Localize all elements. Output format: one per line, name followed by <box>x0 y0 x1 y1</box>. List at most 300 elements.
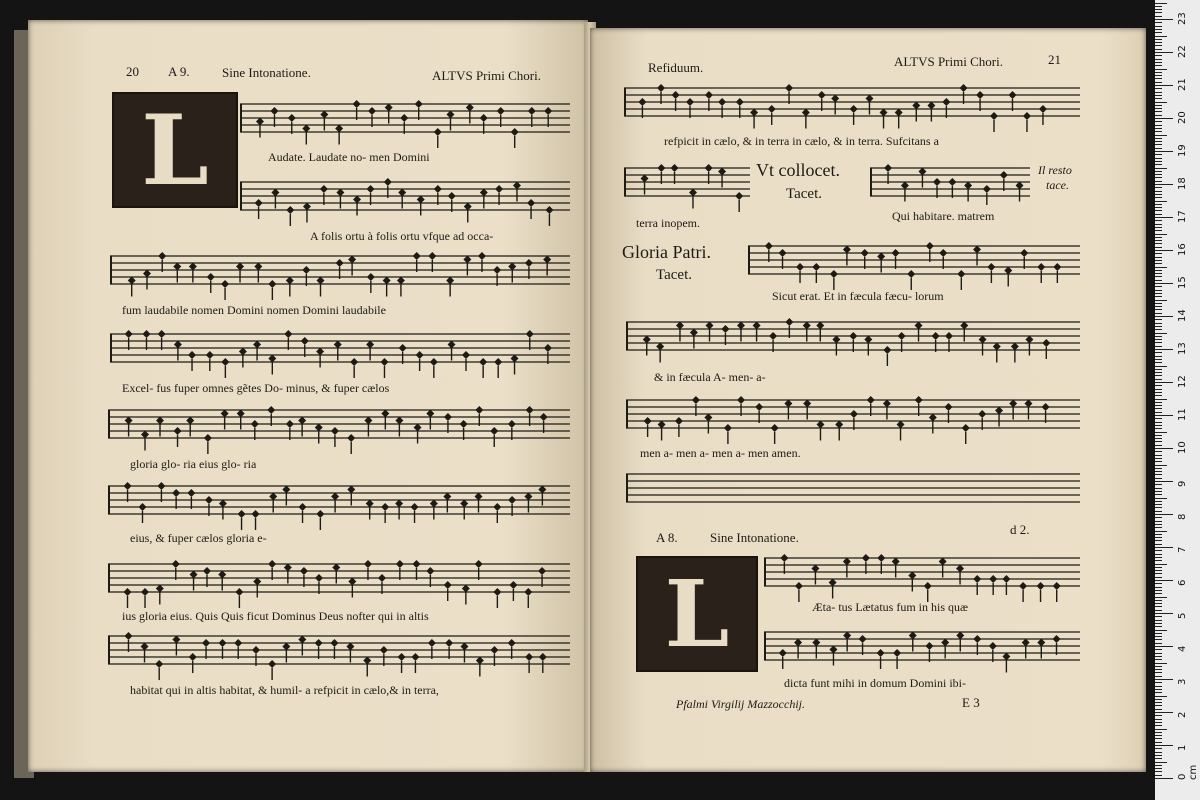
note-head <box>1019 582 1027 590</box>
ruler-tick <box>1155 425 1162 426</box>
note-head <box>909 632 917 640</box>
ruler-tick <box>1155 517 1162 518</box>
note-head <box>830 270 838 278</box>
note-head <box>252 510 260 518</box>
note-head <box>527 199 535 207</box>
note-head <box>331 427 339 435</box>
note-head <box>1042 339 1050 347</box>
ruler-tick <box>1155 465 1167 466</box>
note-head <box>378 574 386 582</box>
note-head <box>964 182 972 190</box>
note-head <box>737 322 745 330</box>
ruler-tick <box>1155 435 1162 436</box>
ruler-tick <box>1155 580 1173 581</box>
note-head <box>525 653 533 661</box>
note-head <box>544 107 552 115</box>
note-head <box>812 639 820 647</box>
note-head <box>284 564 292 572</box>
ruler-tick <box>1155 12 1162 13</box>
note-head <box>1004 267 1012 275</box>
ruler-tick <box>1155 207 1162 208</box>
ruler-tick <box>1155 52 1173 53</box>
note-head <box>524 588 532 596</box>
note-head <box>347 486 355 494</box>
ruler-tick <box>1155 544 1162 545</box>
note-head <box>989 575 997 583</box>
note-head <box>796 263 804 271</box>
ruler-tick <box>1155 214 1162 215</box>
note-head <box>892 249 900 257</box>
ruler-tick <box>1155 758 1162 759</box>
ruler-number: 4 <box>1177 645 1188 652</box>
note-head <box>993 343 1001 351</box>
note-head <box>941 639 949 647</box>
ruler-tick <box>1155 432 1167 433</box>
ruler-tick <box>1155 72 1162 73</box>
ruler-number: 23 <box>1177 12 1188 25</box>
note-head <box>397 277 405 285</box>
ruler-number: 1 <box>1177 744 1188 751</box>
note-head <box>466 104 474 112</box>
note-head <box>689 189 697 197</box>
note-head <box>239 348 247 356</box>
ruler-tick <box>1155 323 1162 324</box>
note-head <box>476 657 484 665</box>
ruler-tick <box>1155 732 1162 733</box>
ruler-tick <box>1155 498 1167 499</box>
ruler-tick <box>1155 306 1162 307</box>
note-head <box>125 417 133 425</box>
ruler-number: 14 <box>1177 309 1188 322</box>
ruler-tick <box>1155 224 1162 225</box>
ruler-tick <box>1155 626 1162 627</box>
ruler-tick <box>1155 484 1162 485</box>
note-head <box>816 322 824 330</box>
note-head <box>480 189 488 197</box>
ruler-tick <box>1155 201 1167 202</box>
note-head <box>676 322 684 330</box>
ruler-tick <box>1155 564 1167 565</box>
ruler-tick <box>1155 686 1162 687</box>
ruler-tick <box>1155 620 1162 621</box>
note-head <box>268 355 276 363</box>
note-head <box>395 500 403 508</box>
note-head <box>298 417 306 425</box>
ruler-tick <box>1155 234 1167 235</box>
note-head <box>444 581 452 589</box>
ruler-tick <box>1155 128 1162 129</box>
note-head <box>479 358 487 366</box>
note-head <box>415 100 423 108</box>
note-head <box>219 500 227 508</box>
ruler-number: 20 <box>1177 111 1188 124</box>
note-head <box>282 643 290 651</box>
note-head <box>320 185 328 193</box>
ruler-tick <box>1155 240 1162 241</box>
ruler-tick <box>1155 560 1162 561</box>
note-head <box>172 636 180 644</box>
ruler-tick <box>1155 663 1167 664</box>
ruler-tick <box>1155 610 1162 611</box>
note-head <box>892 558 900 566</box>
ruler-tick <box>1155 187 1162 188</box>
note-head <box>350 358 358 366</box>
note-head <box>779 249 787 257</box>
ruler-tick <box>1155 366 1167 367</box>
left-mode-label: A 9. <box>168 64 190 79</box>
ruler-tick <box>1155 448 1173 449</box>
ruler-tick <box>1155 102 1167 103</box>
ruler-tick <box>1155 62 1162 63</box>
ruler-tick <box>1155 600 1162 601</box>
signature-mark: E 3 <box>962 695 980 710</box>
note-head <box>867 396 875 404</box>
note-head <box>282 486 290 494</box>
ruler-tick <box>1155 263 1162 264</box>
lyric-line: men a- men a- men a- men amen. <box>640 446 801 460</box>
ruler-tick <box>1155 286 1162 287</box>
note-head <box>538 567 546 575</box>
ruler-number: 6 <box>1177 579 1188 586</box>
note-head <box>320 111 328 119</box>
note-head <box>962 424 970 432</box>
note-head <box>495 185 503 193</box>
note-head <box>509 581 517 589</box>
note-head <box>643 336 651 344</box>
note-head <box>330 639 338 647</box>
note-head <box>656 343 664 351</box>
note-head <box>475 560 483 568</box>
staff-right-4 <box>626 316 1080 356</box>
ruler-tick <box>1155 491 1162 492</box>
staff-left-7 <box>108 558 570 598</box>
note-head <box>983 185 991 193</box>
ruler-tick <box>1155 105 1162 106</box>
note-head <box>189 653 197 661</box>
lyric-line: A folis ortu à folis ortu vfque ad occa- <box>310 229 494 243</box>
lyric-line: habitat qui in altis habitat, & humil- a refpicit in cælo,& in terra, <box>130 683 439 697</box>
note-head <box>302 125 310 133</box>
note-head <box>641 175 649 183</box>
ruler-tick <box>1155 210 1162 211</box>
note-head <box>434 128 442 136</box>
ruler-tick <box>1155 748 1162 749</box>
note-head <box>705 164 713 172</box>
note-head <box>524 493 532 501</box>
ruler-tick <box>1155 669 1162 670</box>
ruler-tick <box>1155 144 1162 145</box>
note-head <box>430 500 438 508</box>
note-head <box>897 421 905 429</box>
note-head <box>543 256 551 264</box>
note-head <box>987 263 995 271</box>
note-head <box>779 649 787 657</box>
note-head <box>675 417 683 425</box>
note-head <box>818 91 826 99</box>
ruler-tick <box>1155 715 1162 716</box>
ruler-tick <box>1155 217 1173 218</box>
ruler-tick <box>1155 39 1162 40</box>
staff-right-6 <box>764 552 1080 592</box>
note-head <box>236 263 244 271</box>
note-head <box>141 431 149 439</box>
ruler-number: 8 <box>1177 513 1188 520</box>
ruler-tick <box>1155 778 1173 779</box>
mode-label-2: A 8. <box>656 530 678 545</box>
note-head <box>316 510 324 518</box>
note-head <box>956 632 964 640</box>
tacet-label: Tacet. <box>656 267 693 283</box>
ruler-tick <box>1155 253 1162 254</box>
staff-left-5 <box>108 404 570 444</box>
note-head <box>364 560 372 568</box>
ruler-tick <box>1155 593 1162 594</box>
ruler-tick <box>1155 461 1162 462</box>
ruler-tick <box>1155 276 1162 277</box>
note-head <box>235 588 243 596</box>
note-head <box>544 344 552 352</box>
ruler-tick <box>1155 653 1162 654</box>
staff-left-1 <box>240 98 570 138</box>
ruler-tick <box>1155 191 1162 192</box>
note-head <box>335 125 343 133</box>
ruler-tick <box>1155 227 1162 228</box>
ruler-tick <box>1155 531 1167 532</box>
ruler-tick <box>1155 616 1162 617</box>
ruler-tick <box>1155 181 1162 182</box>
note-head <box>671 164 679 172</box>
staff-left-8 <box>108 630 570 670</box>
ruler-tick <box>1155 458 1162 459</box>
ruler-tick <box>1155 630 1167 631</box>
note-head <box>464 203 472 211</box>
note-head <box>811 565 819 573</box>
note-head <box>765 242 773 250</box>
note-head <box>750 109 758 117</box>
ruler-tick <box>1155 121 1162 122</box>
note-head <box>446 277 454 285</box>
note-head <box>865 95 873 103</box>
note-head <box>173 263 181 271</box>
note-head <box>859 635 867 643</box>
ruler-tick <box>1155 402 1162 403</box>
ruler-tick <box>1155 250 1173 251</box>
note-head <box>511 128 519 136</box>
note-head <box>526 406 534 414</box>
lyric-line: Qui habitare. matrem <box>892 209 995 223</box>
ruler-tick <box>1155 174 1162 175</box>
ruler-tick <box>1155 468 1162 469</box>
ruler-tick <box>1155 243 1162 244</box>
residuum-label: Refiduum. <box>648 60 704 75</box>
ruler-tick <box>1155 554 1162 555</box>
note-head <box>692 396 700 404</box>
note-head <box>737 396 745 404</box>
ruler-tick <box>1155 471 1162 472</box>
note-head <box>927 102 935 110</box>
note-head <box>300 567 308 575</box>
note-head <box>416 351 424 359</box>
note-head <box>721 325 729 333</box>
ruler-tick <box>1155 705 1162 706</box>
note-head <box>802 109 810 117</box>
ruler-tick <box>1155 375 1162 376</box>
lyric-line: eius, & fuper cælos gloria e- <box>130 531 267 545</box>
note-head <box>925 642 933 650</box>
staff-right-7 <box>764 626 1080 666</box>
note-head <box>315 639 323 647</box>
ruler-tick <box>1155 752 1162 753</box>
ruler-tick <box>1155 689 1162 690</box>
ruler-tick <box>1155 131 1162 132</box>
ruler-tick <box>1155 161 1162 162</box>
ruler-tick <box>1155 573 1162 574</box>
ruler-tick <box>1155 451 1162 452</box>
ruler-tick <box>1155 9 1162 10</box>
note-head <box>299 503 307 511</box>
note-head <box>303 203 311 211</box>
note-head <box>893 649 901 657</box>
note-head <box>939 249 947 257</box>
note-head <box>816 421 824 429</box>
ruler-number: 22 <box>1177 45 1188 58</box>
note-head <box>803 322 811 330</box>
ruler-tick <box>1155 230 1162 231</box>
tacet-label: Tacet. <box>786 186 823 202</box>
note-head <box>284 330 292 338</box>
note-head <box>795 582 803 590</box>
ruler-tick <box>1155 257 1162 258</box>
ruler-tick <box>1155 108 1162 109</box>
ruler-tick <box>1155 283 1173 284</box>
ruler-tick <box>1155 494 1162 495</box>
note-head <box>380 646 388 654</box>
note-head <box>353 100 361 108</box>
ruler-tick <box>1155 197 1162 198</box>
ruler-tick <box>1155 623 1162 624</box>
note-head <box>843 632 851 640</box>
ruler-tick <box>1155 656 1162 657</box>
note-head <box>143 270 151 278</box>
note-head <box>205 496 213 504</box>
note-head <box>850 105 858 113</box>
note-head <box>545 206 553 214</box>
ruler-number: 7 <box>1177 546 1188 553</box>
note-head <box>494 358 502 366</box>
note-head <box>316 348 324 356</box>
note-head <box>493 588 501 596</box>
note-head <box>812 263 820 271</box>
ruler-tick <box>1155 550 1162 551</box>
note-head <box>251 420 259 428</box>
note-head <box>202 639 210 647</box>
ruler-number: 9 <box>1177 480 1188 487</box>
ruler-tick <box>1155 488 1162 489</box>
note-head <box>973 635 981 643</box>
note-head <box>884 164 892 172</box>
note-head <box>883 400 891 408</box>
note-head <box>803 400 811 408</box>
staff-right-2a <box>624 162 750 202</box>
vt-collocet-heading: Vt collocet. <box>756 160 840 180</box>
ruler-tick <box>1155 118 1173 119</box>
note-head <box>207 273 215 281</box>
left-voice-heading: ALTVS Primi Chori. <box>432 68 541 83</box>
note-head <box>347 434 355 442</box>
note-head <box>924 582 932 590</box>
note-head <box>460 643 468 651</box>
ruler-tick <box>1155 428 1162 429</box>
note-head <box>448 192 456 200</box>
note-head <box>301 337 309 345</box>
ruler-number: 11 <box>1177 408 1188 421</box>
note-head <box>1053 582 1061 590</box>
note-head <box>428 639 436 647</box>
note-head <box>139 503 147 511</box>
note-head <box>398 653 406 661</box>
note-head <box>204 434 212 442</box>
note-head <box>638 98 646 106</box>
note-head <box>877 554 885 562</box>
note-head <box>915 322 923 330</box>
note-head <box>497 107 505 115</box>
ruler-tick <box>1155 359 1162 360</box>
note-head <box>414 424 422 432</box>
staff-left-6 <box>108 480 570 520</box>
ruler-tick <box>1155 352 1162 353</box>
note-head <box>508 420 516 428</box>
ruler-tick <box>1155 267 1167 268</box>
note-head <box>444 413 452 421</box>
note-head <box>794 639 802 647</box>
note-head <box>188 351 196 359</box>
note-head <box>221 358 229 366</box>
ruler-tick <box>1155 699 1162 700</box>
note-head <box>995 407 1003 415</box>
right-voice-heading: ALTVS Primi Chori. <box>894 54 1003 69</box>
ruler-tick <box>1155 336 1162 337</box>
note-head <box>780 554 788 562</box>
note-head <box>172 489 180 497</box>
ruler-tick <box>1155 418 1162 419</box>
note-head <box>686 98 694 106</box>
note-head <box>718 98 726 106</box>
left-page-number: 20 <box>126 64 139 79</box>
ruler-tick <box>1155 369 1162 370</box>
ruler-tick <box>1155 303 1162 304</box>
right-page-number: 21 <box>1048 52 1061 67</box>
ruler-tick <box>1155 362 1162 363</box>
note-head <box>850 410 858 418</box>
ruler-tick <box>1155 725 1162 726</box>
ruler-tick <box>1155 151 1173 152</box>
note-head <box>286 206 294 214</box>
note-head <box>253 578 261 586</box>
note-head <box>895 109 903 117</box>
note-head <box>363 657 371 665</box>
note-head <box>411 503 419 511</box>
ruler-tick <box>1155 326 1162 327</box>
note-head <box>128 277 136 285</box>
ruler-tick <box>1155 583 1162 584</box>
note-head <box>395 417 403 425</box>
note-head <box>462 351 470 359</box>
note-head <box>528 107 536 115</box>
ruler-tick <box>1155 507 1162 508</box>
note-head <box>336 189 344 197</box>
ruler-tick <box>1155 742 1162 743</box>
note-head <box>1011 343 1019 351</box>
